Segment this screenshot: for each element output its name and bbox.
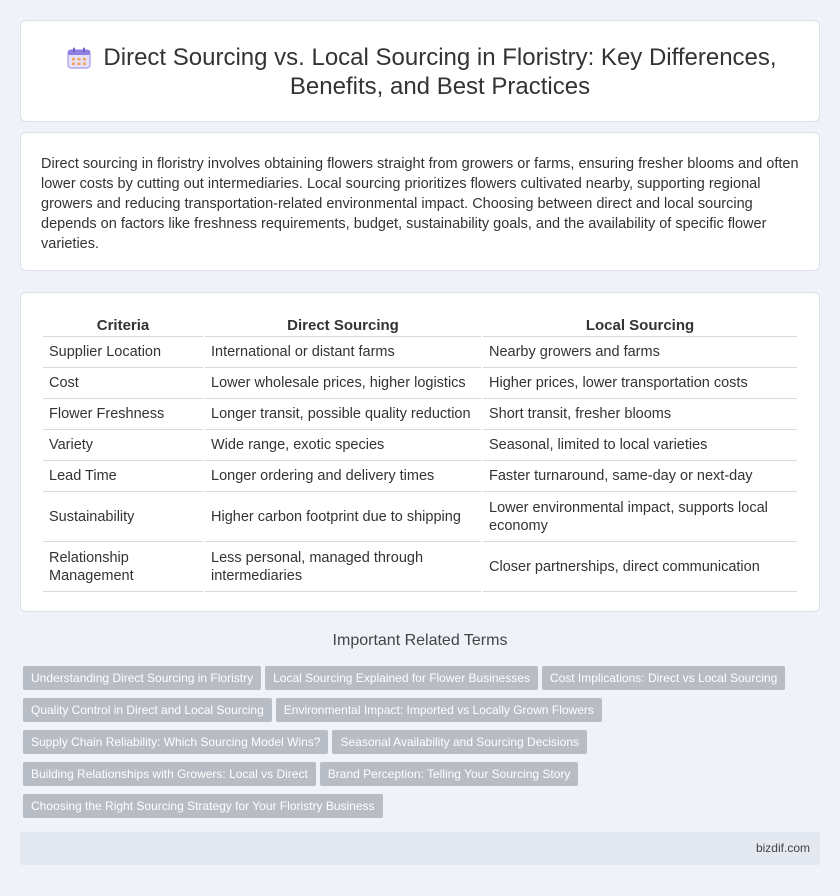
table-cell: Closer partnerships, direct communication bbox=[483, 542, 797, 592]
table-cell: Nearby growers and farms bbox=[483, 337, 797, 368]
table-cell: Lower wholesale prices, higher logistics bbox=[205, 368, 481, 399]
table-cell: Cost bbox=[43, 368, 203, 399]
table-row bbox=[43, 492, 797, 542]
related-term-tag[interactable]: Cost Implications: Direct vs Local Sourcing bbox=[542, 666, 785, 690]
table-cell: Flower Freshness bbox=[43, 399, 203, 430]
table-header-row bbox=[43, 315, 797, 337]
table-cell: International or distant farms bbox=[205, 337, 481, 368]
related-term-tag[interactable]: Choosing the Right Sourcing Strategy for Your Floristry Business bbox=[23, 794, 383, 818]
table-cell: Lead Time bbox=[43, 461, 203, 492]
footer bbox=[20, 832, 820, 865]
column-header-criteria: Criteria bbox=[43, 315, 203, 337]
table-row bbox=[43, 399, 797, 430]
table-row bbox=[43, 337, 797, 368]
comparison-table bbox=[41, 315, 799, 592]
related-terms-list bbox=[23, 666, 813, 826]
related-term-tag[interactable]: Environmental Impact: Imported vs Locally Grown Flowers bbox=[276, 698, 602, 722]
table-cell: Longer ordering and delivery times bbox=[205, 461, 481, 492]
table-cell: Longer transit, possible quality reduction bbox=[205, 399, 481, 430]
related-term-tag[interactable]: Quality Control in Direct and Local Sourcing bbox=[23, 698, 272, 722]
table-cell: Short transit, fresher blooms bbox=[483, 399, 797, 430]
table-cell: Higher prices, lower transportation costs bbox=[483, 368, 797, 399]
table-cell: Sustainability bbox=[43, 492, 203, 542]
related-term-tag[interactable]: Brand Perception: Telling Your Sourcing Story bbox=[320, 762, 579, 786]
table-row bbox=[43, 430, 797, 461]
related-term-tag[interactable]: Building Relationships with Growers: Local vs Direct bbox=[23, 762, 316, 786]
intro-paragraph: Direct sourcing in floristry involves obtaining flowers straight from growers or farms, ensuring fresher blooms and often lower costs by cutting out intermediaries. Local sourcing prioritizes flowers cultivated nearby, supporting regional growers and reducing transportation-related environmental impact. Choosing between direct and local sourcing depends on factors like freshness requirements, budget, sustainability goals, and the availability of specific flower varieties. bbox=[41, 156, 799, 252]
table-cell: Seasonal, limited to local varieties bbox=[483, 430, 797, 461]
table-cell: Lower environmental impact, supports local economy bbox=[483, 492, 797, 542]
related-term-tag[interactable]: Supply Chain Reliability: Which Sourcing Model Wins? bbox=[23, 730, 328, 754]
table-row bbox=[43, 368, 797, 399]
table-cell: Relationship Management bbox=[43, 542, 203, 592]
title-card bbox=[20, 20, 820, 122]
comparison-table-card bbox=[20, 292, 820, 612]
intro-card bbox=[20, 132, 820, 271]
column-header-local-sourcing: Local Sourcing bbox=[483, 315, 797, 337]
table-row bbox=[43, 461, 797, 492]
page-title: Direct Sourcing vs. Local Sourcing in Floristry: Key Differences, Benefits, and Best Practices bbox=[103, 44, 777, 100]
table-cell: Variety bbox=[43, 430, 203, 461]
table-cell: Wide range, exotic species bbox=[205, 430, 481, 461]
table-cell: Supplier Location bbox=[43, 337, 203, 368]
related-term-tag[interactable]: Understanding Direct Sourcing in Floristry bbox=[23, 666, 261, 690]
table-cell: Less personal, managed through intermediaries bbox=[205, 542, 481, 592]
table-cell: Faster turnaround, same-day or next-day bbox=[483, 461, 797, 492]
footer-site-link[interactable]: bizdif.com bbox=[755, 841, 810, 855]
table-row bbox=[43, 542, 797, 592]
related-term-tag[interactable]: Seasonal Availability and Sourcing Decisions bbox=[332, 730, 587, 754]
table-cell: Higher carbon footprint due to shipping bbox=[205, 492, 481, 542]
related-term-tag[interactable]: Local Sourcing Explained for Flower Businesses bbox=[265, 666, 538, 690]
related-terms-heading: Important Related Terms bbox=[332, 632, 508, 649]
column-header-direct-sourcing: Direct Sourcing bbox=[205, 315, 481, 337]
